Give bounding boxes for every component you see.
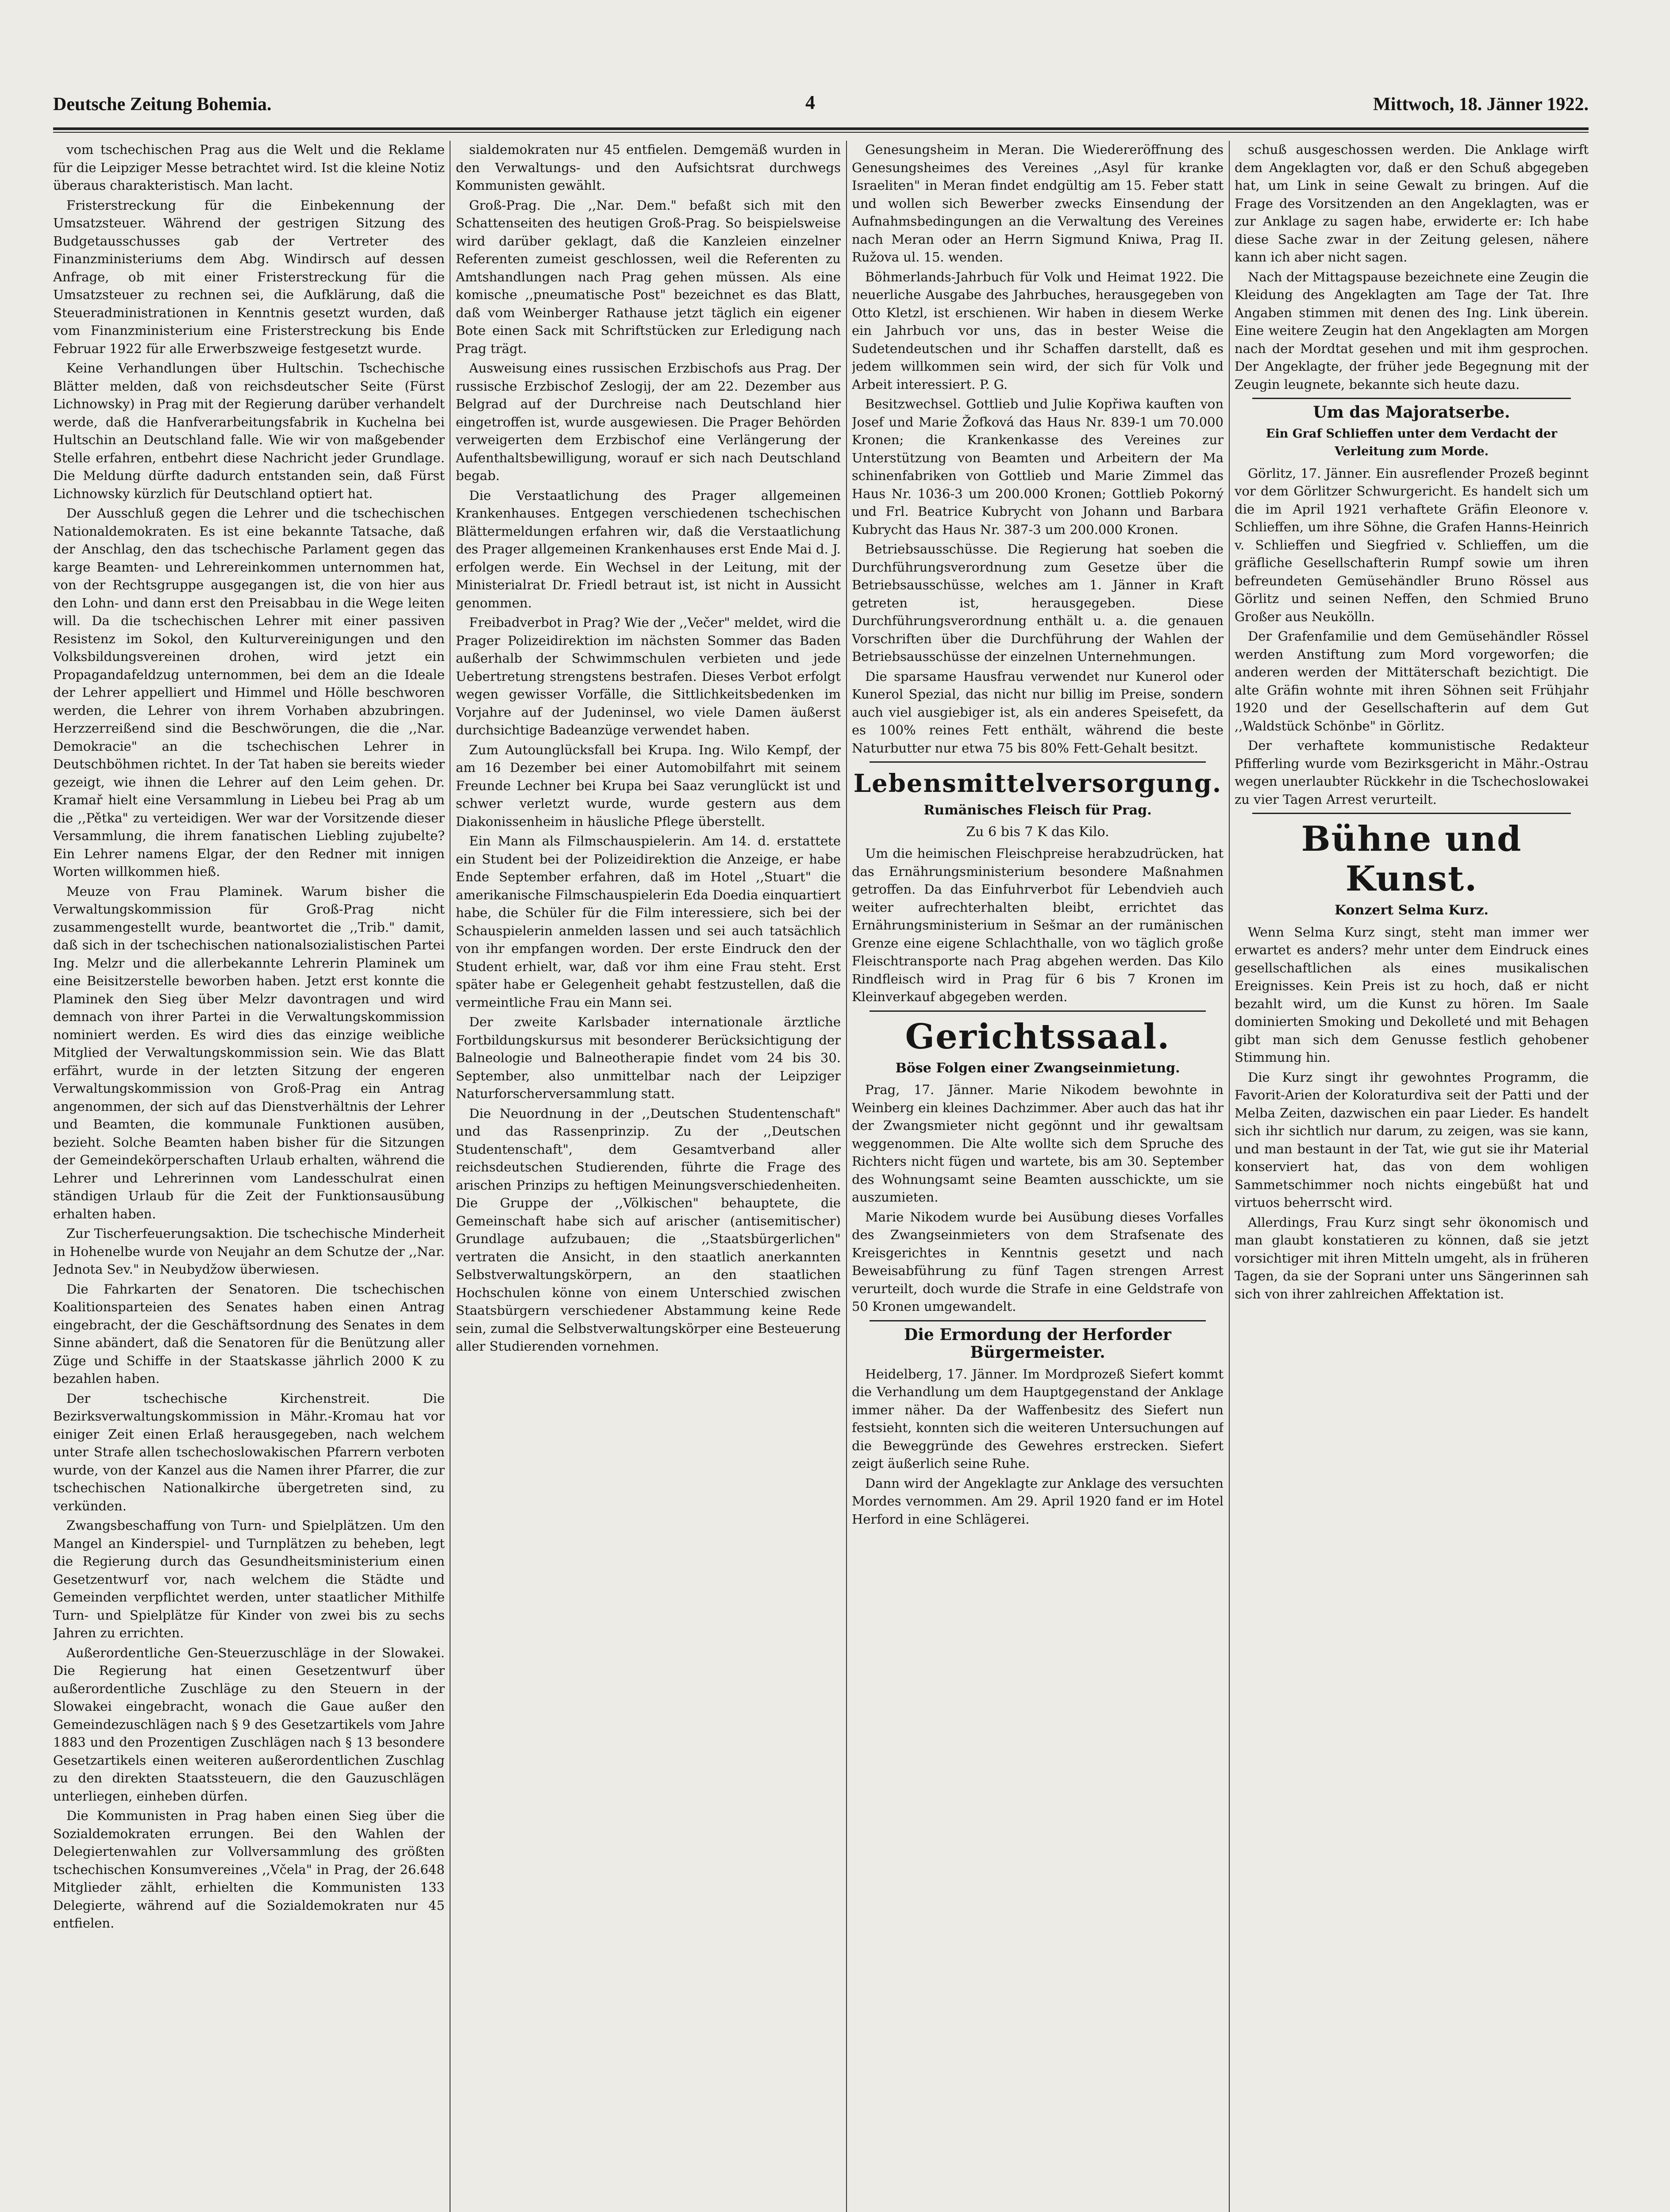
paper-name: Deutsche Zeitung Bohemia. (53, 94, 272, 115)
article-paragraph: Allerdings, Frau Kurz singt sehr ökonomisch und man glaubt konstatieren zu können, daß sie jetzt vorsichtiger mit ihren Mitteln umgeht, als in früheren Tagen, da sie der Soprani unter uns Sängerinnen sah sich von ihrer zahlreichen Affektation ist. (1235, 1214, 1589, 1302)
column-3 (852, 141, 1224, 2212)
article-headline: Rumänisches Fleisch für Prag. (924, 803, 1152, 818)
section-heading-gerichtssaal: Gerichtssaal. (905, 1016, 1170, 1057)
column-1 (53, 141, 445, 2212)
article-paragraph: Nach der Mittagspause bezeichnete eine Zeugin die Kleidung des Angeklagten am Tage der Tat. Ihre Angaben stimmen mit denen des Ing. Link überein. Eine weitere Zeugin hat den Angeklagten am Morgen nach der Mordtat gesehen und mit ihm gesprochen. Der Angeklagte, der früher jede Begegnung mit der Zeugin leugnete, bekannte sich heute dazu. (1235, 269, 1589, 392)
column-4 (1235, 141, 1589, 2212)
article-paragraph: Groß-Prag. Die ,,Nar. Dem." befaßt sich mit den Schattenseiten des heutigen Groß-Prag. So beispielsweise wird darüber geklagt, daß die Kanzleien einzelner Referenten zumeist geschlossen, weil die Referenten zu Amtshandlungen nach Prag gehen müssen. Als eine komische ,,pneumatische Post" bezeichnet es das Blatt, daß vom Weinberger Rathause jetzt täglich ein eigener Bote einen Sack mit Schriftstücken zur Erledigung nach Prag trägt. (456, 197, 841, 356)
article-subheadline: Ein Graf Schlieffen unter dem Verdacht der Verleitung zum Morde. (1266, 426, 1558, 458)
article-paragraph: vom tschechischen Prag aus die Welt und die Reklame für die Leipziger Messe betrachtet wird. Ist die kleine Notiz überaus charakteristisch. Man lacht. (53, 142, 445, 193)
page-number: 4 (805, 92, 815, 113)
article-paragraph: Dann wird der Angeklagte zur Anklage des versuchten Mordes vernommen. Am 29. April 1920 fand er im Hotel Herford in eine Schlägerei. (852, 1475, 1224, 1527)
article-paragraph: Fristerstreckung für die Einbekennung der Umsatzsteuer. Während der gestrigen Sitzung des Budgetausschusses gab der Vertreter des Finanzministeriums dem Abg. Windirsch auf dessen Anfrage, ob mit einer Fristerstreckung für die Umsatzsteuer zu rechnen sei, die Aufklärung, daß die Steueradministrationen in Kenntnis gesetzt wurden, daß vom Finanzministerium eine Fristerstreckung bis Ende Februar 1922 für alle Erwerbszweige festgesetzt wurde. (53, 197, 445, 356)
article-paragraph: Böhmerlands-Jahrbuch für Volk und Heimat 1922. Die neuerliche Ausgabe des Jahrbuches, herausgegeben von Otto Kletzl, ist erschienen. Wir haben in diesem Werke ein Jahrbuch vor uns, das in bester Weise die Sudetendeutschen und ihr Schaffen darstellt, daß es jedem willkommen sein wird, der sich für Volk und Arbeit interessiert. P. G. (852, 269, 1224, 392)
article-paragraph: Der tschechische Kirchenstreit. Die Bezirksverwaltungskommission in Mähr.-Kromau hat vor einiger Zeit einen Erlaß herausgegeben, nach welchem unter Strafe allen tschechoslowakischen Pfarrern verboten wurde, von der Kanzel aus die Namen ihrer Pfarrer, die zur tschechischen Nationalkirche übergetreten sind, zu verkünden. (53, 1390, 445, 1513)
article-paragraph: Ein Mann als Filmschauspielerin. Am 14. d. erstattete ein Student bei der Polizeidirektion die Anzeige, er habe Ende September erfahren, daß im Hotel ,,Stuart" die amerikanische Filmschauspielerin Eda Doedia einquartiert habe, die Schüler für die Film interessiere, sich bei der Schauspielerin anmelden lassen und sei auch tatsächlich von ihr empfangen worden. Der erste Eindruck den der Student erhielt, war, daß vor ihm eine Frau steht. Erst später habe er Gelegenheit gehabt festzustellen, daß die vermeintliche Frau ein Mann sei. (456, 833, 841, 1010)
article-headline: Böse Folgen einer Zwangseinmietung. (895, 1060, 1180, 1076)
article-paragraph: Freibadverbot in Prag? Wie der ,,Večer" meldet, wird die Prager Polizeidirektion im nächsten Sommer das Baden außerhalb der Schwimmschulen verbieten und jede Uebertretung strengstens bestrafen. Dieses Verbot erfolgt wegen gewisser Vorfälle, die Sittlichkeitsbedenken im Vorjahre auf der Judeninsel, wo viele Damen äußerst durchsichtige Badeanzüge verwendet haben. (456, 615, 841, 737)
section-rule (870, 1320, 1206, 1321)
article-headline: Die Ermordung der Herforder Bürgermeister. (904, 1325, 1171, 1362)
article-paragraph: Zur Tischerfeuerungsaktion. Die tschechische Minderheit in Hohenelbe wurde von Neujahr an dem Schutze der ,,Nar. Jednota Sev." in Neubydžow überwiesen. (53, 1226, 445, 1277)
header-rule-thin (53, 132, 1589, 133)
article-paragraph: Der verhaftete kommunistische Redakteur Pfifferling wurde vom Bezirksgericht in Mähr.-Ostrau wegen unerlaubter Rückkehr in die Tschechoslowakei zu vier Tagen Arrest verurteilt. (1235, 738, 1589, 807)
article-paragraph: Der Grafenfamilie und dem Gemüsehändler Rössel werden Anstiftung zum Mord vorgeworfen; die anderen werden der Mittäterschaft bezichtigt. Die alte Gräfin wohnte mit ihren Söhnen seit Frühjahr 1920 und der Gesellschafterin auf dem Gut ,,Waldstück Schönbe" in Görlitz. (1235, 629, 1589, 733)
article-paragraph: Die Fahrkarten der Senatoren. Die tschechischen Koalitionsparteien des Senates haben einen Antrag eingebracht, der die Geschäftsordnung des Senates in dem Sinne abändert, daß die Senatoren für die Benützung aller Züge und Schiffe in der Staatskasse jährlich 2000 K zu bezahlen haben. (53, 1281, 445, 1386)
article-paragraph: Ausweisung eines russischen Erzbischofs aus Prag. Der russische Erzbischof Zeslogij, der am 22. Dezember aus Belgrad auf der Durchreise nach Deutschland hier eingetroffen ist, wurde ausgewiesen. Die Prager Behörden verweigerten dem Erzbischof eine Verlängerung der Aufenthaltsbewilligung, worauf er sich nach Deutschland begab. (456, 361, 841, 483)
article-paragraph: Außerordentliche Gen-Steuerzuschläge in der Slowakei. Die Regierung hat einen Gesetzentwurf über außerordentliche Zuschläge zu den Steuern in der Slowakei eingebracht, wonach die Gaue außer den Gemeindezuschlägen nach § 9 des Gesetzartikels vom Jahre 1883 und den Prozentigen Zuschlägen nach § 13 besondere Gesetzartikels einen weiteren außerordentlichen Zuschlag zu den direkten Staatssteuern, die den Gauzuschlägen unterliegen, einheben dürfen. (53, 1645, 445, 1804)
article-paragraph: Die Neuordnung in der ,,Deutschen Studentenschaft" und das Rassenprinzip. Zu der ,,Deutschen Studentenschaft", dem Gesamtverband aller reichsdeutschen Studierenden, führte die Frage des arischen Prinzips zu heftigen Meinungsverschiedenheiten. Die Gruppe der ,,Völkischen" behauptete, die Gemeinschaft habe sich auf arischer (antisemitischer) Grundlage aufzubauen; die ,,Staatsbürgerlichen" vertraten die Ansicht, in den staatlich anerkannten Selbstverwaltungskörpern, an den staatlichen Hochschulen könne von einem Unterschied zwischen Staatsbürgern verschiedener Abstammung keine Rede sein, zumal die Selbstverwaltungskörper eine Besteuerung aller Studierenden vornehmen. (456, 1106, 841, 1354)
section-heading-buehne: Bühne und Kunst. (1301, 819, 1522, 899)
article-paragraph: Marie Nikodem wurde bei Ausübung dieses Vorfalles des Zwangseinmieters von dem Strafsenate des Kreisgerichtes in Kenntnis gesetzt und nach Beweisabführung zu fünf Tagen strengen Arrest verurteilt, doch wurde die Strafe in eine Geldstrafe von 50 Kronen umgewandelt. (852, 1209, 1224, 1314)
article-headline: Konzert Selma Kurz. (1335, 902, 1489, 918)
article-paragraph: Die Kommunisten in Prag haben einen Sieg über die Sozialdemokraten errungen. Bei den Wahlen der Delegiertenwahlen zur Vollversammlung des größten tschechischen Konsumvereines ,,Včela" in Prag, der 26.648 Mitglieder zählt, erhielten die Kommunisten 133 Delegierte, während auf die Sozialdemokraten nur 45 entfielen. (53, 1808, 445, 1931)
section-rule (870, 761, 1206, 763)
section-rule (870, 1010, 1206, 1012)
article-paragraph: Der zweite Karlsbader internationale ärztliche Fortbildungskursus mit besonderer Berücksichtigung der Balneologie und Balneotherapie findet vom 24 bis 30. September, also unmittelbar nach der Leipziger Naturforscherversammlung statt. (456, 1014, 841, 1101)
article-paragraph: Wenn Selma Kurz singt, steht man immer wer erwartet es anders? mehr unter dem Eindruck eines gesellschaftlichen als eines musikalischen Ereignisses. Kein Preis ist zu hoch, daß er nicht bezahlt wird, um die Kunst zu hören. Im Saale dominierten Smoking und Dekolleté und mit Behagen gibt man sich dem Genusse festlich gehobener Stimmung hin. (1235, 924, 1589, 1065)
column-2 (456, 141, 841, 2212)
article-paragraph: Görlitz, 17. Jänner. Ein ausreflender Prozeß beginnt vor dem Görlitzer Schwurgericht. Es handelt sich um die im April 1921 verhaftete Gräfin Eleonore v. Schlieffen, um ihre Söhne, die Grafen Hanns-Heinrich v. Schlieffen und Siegfried v. Schlieffen, um die gräfliche Gesellschafterin Rumpf sowie um ihren befreundeten Gemüsehändler Bruno Rössel aus Görlitz und seinen Neffen, den Schmied Bruno Großer aus Neukölln. (1235, 465, 1589, 624)
issue-date: Mittwoch, 18. Jänner 1922. (1373, 94, 1589, 115)
article-paragraph: Die sparsame Hausfrau verwendet nur Kunerol oder Kunerol Spezial, das nicht nur billig im Preise, sondern auch viel ausgiebiger ist, als ein anderes Speisefett, da es 100% reines Fett enthält, während die beste Naturbutter nur etwa 75 bis 80% Fett-Gehalt besitzt. (852, 668, 1224, 756)
article-paragraph: Genesungsheim in Meran. Die Wiedereröffnung des Genesungsheimes des Vereines ,,Asyl für kranke Israeliten" in Meran findet endgültig am 15. Feber statt und wollen sich Bewerber zwecks Einsendung der Aufnahmsbedingungen an die Verwaltung des Vereines nach Meran oder an Herrn Sigmund Kniwa, Prag II. Ružova ul. 15. wenden. (852, 142, 1224, 265)
column-divider (1229, 141, 1230, 2212)
section-rule (1252, 398, 1571, 399)
article-paragraph: schuß ausgeschossen werden. Die Anklage wirft dem Angeklagten vor, daß er den Schuß abgegeben hat, um Link in seine Gewalt zu bringen. Auf die Frage des Vorsitzenden an den Angeklagten, was er zur Anklage zu sagen habe, erwiderte er: Ich habe diese Sache zwar in der Zeitung gelesen, nähere kann ich aber nicht sagen. (1235, 142, 1589, 265)
article-paragraph: Meuze von Frau Plaminek. Warum bisher die Verwaltungskommission für Groß-Prag nicht zusammengestellt wurde, beantwortet die ,,Trib." damit, daß sich in der tschechischen nationalsozialistischen Partei Ing. Melzr und die allerbekannte Lehrerin Plaminek um eine Beisitzerstelle beworben haben. Jetzt erst konnte die Plaminek den Sieg über Melzr davontragen und wird demnach von ihrer Partei in die Verwaltungskommission nominiert werden. Es wird dies das einzige weibliche Mitglied der Verwaltungskommission sein. Wie das Blatt erfährt, wurde in der letzten Sitzung der engeren Verwaltungskommission von Groß-Prag ein Antrag angenommen, der sich auf das Dienstverhältnis der Lehrer und Beamten, die kommunale Funktionen ausüben, bezieht. Solche Beamten haben bisher für die Sitzungen der Gemeindekörperschaften Urlaub erhalten, während die Lehrer und Lehrerinnen vom Landesschulrat einen ständigen Urlaub für die Zeit der Funktionsausübung erhalten haben. (53, 883, 445, 1221)
article-paragraph: Zwangsbeschaffung von Turn- und Spielplätzen. Um den Mangel an Kinderspiel- und Turnplätzen zu beheben, legt die Regierung durch das Gesundheitsministerium einen Gesetzentwurf vor, nach welchem die Städte und Gemeinden verpflichtet werden, unter staatlicher Mithilfe Turn- und Spielplätze für Kinder von zwei bis zu sechs Jahren zu errichten. (53, 1518, 445, 1640)
article-paragraph: Zum Autounglücksfall bei Krupa. Ing. Wilo Kempf, der am 16 Dezember bei einer Automobilfahrt mit seinem Freunde Lechner bei Krupa bei Saaz verunglückt ist und schwer verletzt wurde, wurde gestern aus dem Diakonissenheim in häusliche Pflege überstellt. (456, 742, 841, 829)
article-paragraph: Der Ausschluß gegen die Lehrer und die tschechischen Nationaldemokraten. Es ist eine bekannte Tatsache, daß der Anschlag, den das tschechische Parlament gegen das karge Beamten- und Lehrereinkommen unternommen hat, von der Rechtsgruppe ausgegangen ist, die von hier aus den Lohn- und dann erst den Preisabbau in die Wege leiten will. Da die tschechischen Lehrer mit einer passiven Resistenz im Sokol, den Kulturvereinigungen und den Volksbildungsvereinen drohen, wird jetzt ein Propagandafeldzug unternommen, bei dem an die Ideale der Lehrer appelliert und Himmel und Hölle beschworen werden, die Lehrer von ihrem Vorhaben abzubringen. Herzzerreißend sind die Beschwörungen, die die ,,Nar. Demokracie" an die tschechischen Lehrer in Deutschböhmen richtet. In der Tat haben sie bereits wieder gezeigt, wie ihnen die Lehrer auf den Leim gehen. Dr. Kramař hielt eine Versammlung in Liebeu bei Prag ab um die ,,Pětka" zu verteidigen. Wer war der Vorsitzende dieser Versammlung, die ihrem fanatischen Liebling zujubelte? Ein Lehrer namens Elgar, der den Redner mit innigen Worten willkommen hieß. (53, 506, 445, 879)
article-paragraph: Um die heimischen Fleischpreise herabzudrücken, hat das Ernährungsministerium besondere Maßnahmen getroffen. Da das Einfuhrverbot für Lebendvieh auch weiter aufrechterhalten bleibt, errichtet das Ernährungsministerium in Sešmar an der rumänischen Grenze eine eigene Schlachthalle, von wo täglich große Fleischtransporte nach Prag abgehen werden. Das Kilo Rindfleisch wird in Prag für 6 bis 7 Kronen im Kleinverkauf abgegeben werden. (852, 846, 1224, 1004)
article-paragraph: Betriebsausschüsse. Die Regierung hat soeben die Durchführungsverordnung zum Gesetze über die Betriebsausschüsse, welches am 1. Jänner in Kraft getreten ist, herausgegeben. Diese Durchführungsverordnung enthält u. a. die genauen Vorschriften über die Durchführung der Wahlen der Betriebsausschüsse der einzelnen Unternehmungen. (852, 541, 1224, 664)
article-paragraph: sialdemokraten nur 45 entfielen. Demgemäß wurden in den Verwaltungs- und den Aufsichtsrat durchwegs Kommunisten gewählt. (456, 142, 841, 193)
article-paragraph: Keine Verhandlungen über Hultschin. Tschechische Blätter melden, daß von reichsdeutscher Seite (Fürst Lichnowsky) in Prag mit der Regierung darüber verhandelt werde, daß die Hanfverarbeitungsfabrik in Kuchelna bei Hultschin an Deutschland falle. Wie wir von maßgebender Stelle erfahren, entbehrt diese Nachricht jeder Grundlage. Die Meldung dürfte dadurch entstanden sein, daß Fürst Lichnowsky kürzlich für Deutschland optiert hat. (53, 361, 445, 501)
section-heading-lebensmittel: Lebensmittelversorgung. (853, 769, 1222, 798)
header-rule (53, 127, 1589, 130)
article-headline: Um das Majoratserbe. (1313, 403, 1510, 422)
page-header (53, 94, 1589, 120)
article-paragraph: Prag, 17. Jänner. Marie Nikodem bewohnte in Weinberg ein kleines Dachzimmer. Aber auch das hat ihr der Zwangsmieter nicht gegönnt und ihr gewaltsam weggenommen. Die Alte wollte sich dem Spruche des Richters nicht fügen und wartete, bis am 30. September des Wohnungsamt seine Beamten ausschickte, um sie auszumieten. (852, 1082, 1224, 1205)
article-subheadline: Zu 6 bis 7 K das Kilo. (966, 824, 1109, 840)
article-paragraph: Heidelberg, 17. Jänner. Im Mordprozeß Siefert kommt die Verhandlung um dem Hauptgegenstand der Anklage immer näher. Da der Waffenbesitz des Siefert nun festsieht, konnten sich die weiteren Untersuchungen auf die Beweggründe des Gewehres erstrecken. Siefert zeigt äußerlich seine Ruhe. (852, 1366, 1224, 1471)
article-paragraph: Die Verstaatlichung des Prager allgemeinen Krankenhauses. Entgegen verschiedenen tschechischen Blättermeldungen erfahren wir, daß die Verstaatlichung des Prager allgemeinen Krankenhauses erst Ende Mai d. J. erfolgen werde. Ein Wechsel in der Leitung, mit der Ministerialrat Dr. Friedl betraut ist, ist nicht in Aussicht genommen. (456, 488, 841, 611)
column-divider (846, 141, 847, 2212)
article-paragraph: Die Kurz singt ihr gewohntes Programm, die Favorit-Arien der Koloraturdiva seit der Patti und der Melba Zeiten, dazwischen ein paar Lieder. Es handelt sich ihr sichtlich nur darum, zu zeigen, was sie kann, und man bestaunt in der Tat, wie gut sie ihr Material konserviert hat, das von dem wohligen Sammetschimmer noch nichts eingebüßt hat und virtuos beherrscht wird. (1235, 1069, 1589, 1210)
article-paragraph: Besitzwechsel. Gottlieb und Julie Kopřiwa kauften von Josef und Marie Žofková das Haus Nr. 839-1 um 70.000 Kronen; die Krankenkasse des Vereines zur Unterstützung von Beamten und Arbeitern der Ma schinenfabriken von Gottlieb und Marie Zimmel das Haus Nr. 1036-3 um 200.000 Kronen; Gottlieb Pokorný und Frl. Beatrice Kubrycht von Johann und Barbara Kubrycht das Haus Nr. 387-3 um 200.000 Kronen. (852, 396, 1224, 537)
section-rule (1252, 813, 1571, 814)
